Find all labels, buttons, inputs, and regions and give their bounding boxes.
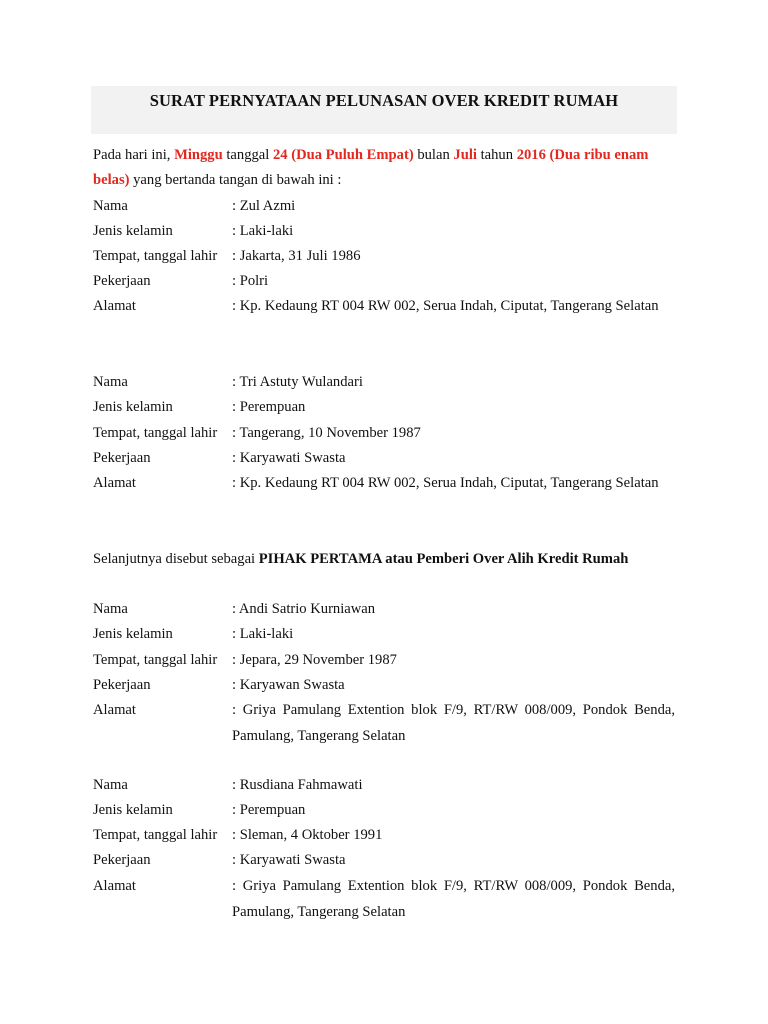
intro-text: tahun: [476, 147, 517, 163]
field-value-jenis-kelamin: : Perempuan: [232, 802, 306, 818]
field-value-ttl: : Sleman, 4 Oktober 1991: [232, 827, 383, 843]
field-label: Jenis kelamin: [93, 802, 173, 818]
field-value-pekerjaan: : Karyawati Swasta: [232, 450, 346, 466]
field-label: Pekerjaan: [93, 677, 151, 693]
field-label: Tempat, tanggal lahir: [93, 827, 218, 843]
field-label: Nama: [93, 198, 128, 214]
intro-date: 24 (Dua Puluh Empat): [272, 147, 414, 163]
field-label: Alamat: [93, 702, 136, 718]
pihak-pertama-statement: [93, 547, 675, 572]
field-value-jenis-kelamin: : Perempuan: [232, 399, 306, 415]
field-label: Jenis kelamin: [93, 626, 173, 642]
field-value-alamat: : Kp. Kedaung RT 004 RW 002, Serua Indah, Ciputat, Tangerang Selatan: [232, 298, 659, 314]
intro-paragraph: [93, 143, 675, 193]
intro-text: Pada hari ini,: [93, 147, 175, 163]
field-label: Nama: [93, 374, 128, 390]
field-value-nama: : Zul Azmi: [232, 198, 296, 214]
field-row: [93, 446, 675, 471]
field-row: [93, 823, 675, 848]
intro-month: Juli: [453, 147, 477, 163]
field-value-nama: : Rusdiana Fahmawati: [232, 777, 363, 793]
field-label: Pekerjaan: [93, 450, 151, 466]
field-label: Tempat, tanggal lahir: [93, 248, 218, 264]
field-row: [93, 244, 675, 269]
field-value-alamat: : Kp. Kedaung RT 004 RW 002, Serua Indah, Ciputat, Tangerang Selatan: [232, 475, 659, 491]
statement-bold: PIHAK PERTAMA atau Pemberi Over Alih Kredit Rumah: [258, 551, 629, 567]
field-row: [93, 798, 675, 823]
field-value-ttl: : Jepara, 29 November 1987: [232, 652, 397, 668]
field-label: Jenis kelamin: [93, 399, 173, 415]
field-row: [93, 194, 675, 219]
intro-year: 2016 (Dua ribu enam belas): [93, 147, 649, 188]
intro-text: bulan: [413, 147, 454, 163]
field-label: Jenis kelamin: [93, 223, 173, 239]
field-value-jenis-kelamin: : Laki-laki: [232, 626, 294, 642]
field-row: [93, 773, 675, 798]
field-value-nama: : Andi Satrio Kurniawan: [232, 601, 376, 617]
field-value-ttl: : Jakarta, 31 Juli 1986: [232, 248, 361, 264]
field-label: Nama: [93, 601, 128, 617]
document-title: SURAT PERNYATAAN PELUNASAN OVER KREDIT RUMAH: [149, 91, 619, 110]
field-label: Tempat, tanggal lahir: [93, 652, 218, 668]
field-value-ttl: : Tangerang, 10 November 1987: [232, 425, 421, 441]
field-row: [93, 395, 675, 420]
intro-text: yang bertanda tangan di bawah ini :: [129, 172, 342, 188]
field-value-nama: : Tri Astuty Wulandari: [232, 374, 363, 390]
field-value-alamat: : Griya Pamulang Extention blok F/9, RT/RW 008/009, Pondok Benda, Pamulang, Tangerang Selatan: [232, 878, 675, 920]
field-row: [93, 673, 675, 698]
field-row: [93, 648, 675, 673]
field-value-pekerjaan: : Polri: [232, 273, 269, 289]
field-value-jenis-kelamin: : Laki-laki: [232, 223, 294, 239]
intro-text: tanggal: [222, 147, 273, 163]
field-label: Pekerjaan: [93, 852, 151, 868]
field-label: Pekerjaan: [93, 273, 151, 289]
field-label: Tempat, tanggal lahir: [93, 425, 218, 441]
field-label: Alamat: [93, 475, 136, 491]
field-label: Alamat: [93, 878, 136, 894]
field-row: [93, 597, 675, 622]
field-row: [93, 848, 675, 873]
field-row: [93, 219, 675, 244]
statement-prefix: Selanjutnya disebut sebagai: [93, 551, 259, 567]
field-label: Nama: [93, 777, 128, 793]
title-box: [91, 86, 677, 134]
field-row: [93, 370, 675, 395]
field-label: Alamat: [93, 298, 136, 314]
field-value-pekerjaan: : Karyawan Swasta: [232, 677, 345, 693]
field-value-pekerjaan: : Karyawati Swasta: [232, 852, 346, 868]
intro-day: Minggu: [174, 147, 223, 163]
field-row: [93, 269, 675, 294]
field-value-alamat: : Griya Pamulang Extention blok F/9, RT/RW 008/009, Pondok Benda, Pamulang, Tangerang Selatan: [232, 702, 675, 744]
field-row: [93, 622, 675, 647]
field-row: [93, 421, 675, 446]
